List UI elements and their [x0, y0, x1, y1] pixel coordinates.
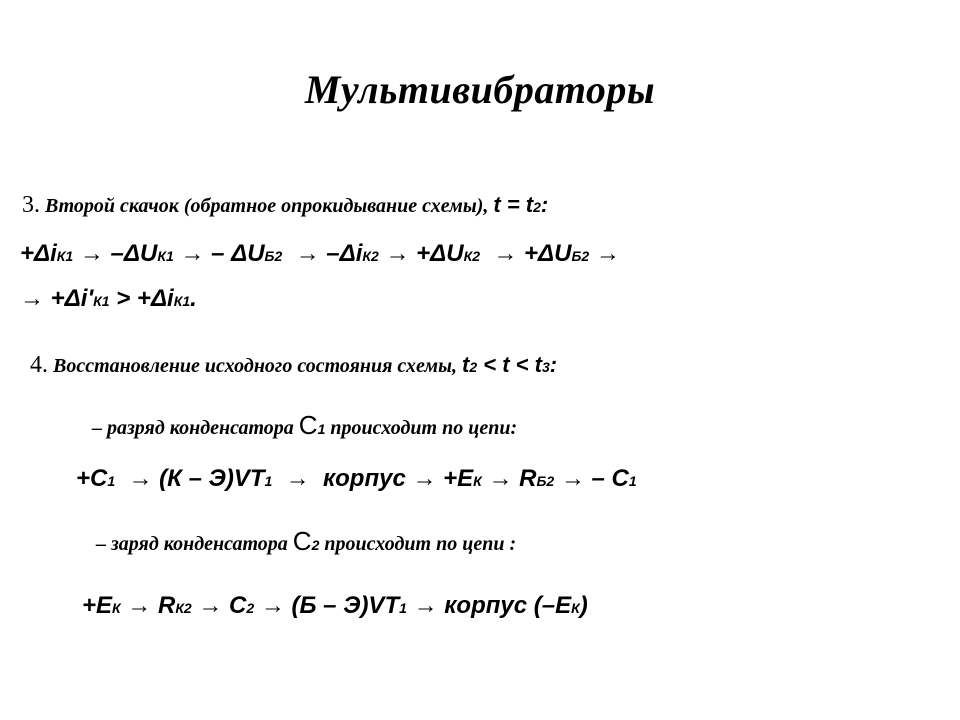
- discharge-cap-sub: 1: [317, 421, 326, 437]
- discharge-suffix: происходит по цепи:: [325, 417, 518, 439]
- chain-line-3: [76, 465, 637, 493]
- step3-number: 3.: [22, 192, 40, 218]
- step3-heading: [22, 192, 548, 219]
- chain-subscript: К1: [93, 293, 110, 309]
- chain-term: → R: [481, 465, 537, 492]
- chain-term: → C: [191, 592, 247, 619]
- chain-subscript: К2: [463, 248, 480, 264]
- charge-heading: [96, 526, 516, 557]
- chain-term: +C: [76, 465, 108, 492]
- chain-subscript: Б2: [571, 248, 590, 264]
- chain-term: → +ΔU: [480, 240, 572, 267]
- chain-subscript: 1: [107, 473, 116, 489]
- chain-subscript: 1: [264, 473, 273, 489]
- step4-text: Восстановление исходного состояния схемы,: [48, 355, 463, 377]
- chain-term: .: [190, 285, 197, 312]
- chain-term: ): [579, 592, 588, 619]
- chain-subscript: Б2: [536, 473, 555, 489]
- step4-colon: :: [549, 352, 558, 377]
- chain-term: → R: [120, 592, 176, 619]
- chain-term: → корпус → +E: [272, 465, 474, 492]
- discharge-prefix: – разряд конденсатора: [92, 417, 299, 439]
- step4-time-mid: < t < t: [477, 352, 542, 377]
- chain-term: → – C: [554, 465, 629, 492]
- chain-term: → –Δi: [282, 240, 363, 267]
- step3-time: t = t: [493, 192, 534, 217]
- discharge-cap: C: [298, 410, 318, 440]
- step3-time-sub: 2: [533, 199, 541, 215]
- step4-time-a: t: [462, 352, 470, 377]
- chain-subscript: К2: [175, 600, 192, 616]
- chain-term: → корпус (–E: [406, 592, 572, 619]
- chain-subscript: К2: [362, 248, 379, 264]
- chain-line-4: [82, 592, 588, 620]
- chain-term: → (К – Э)VT: [115, 465, 265, 492]
- chain-subscript: К1: [173, 293, 191, 309]
- step3-text: Второй скачок (обратное опрокидывание схемы),: [40, 195, 494, 217]
- chain-term: > +Δi: [109, 285, 174, 312]
- step4-number: 4.: [30, 352, 48, 378]
- chain-line-1: [20, 240, 620, 268]
- chain-term: →: [589, 240, 620, 267]
- chain-subscript: К1: [157, 248, 174, 264]
- chain-subscript: К: [112, 600, 121, 616]
- chain-term: +E: [82, 592, 113, 619]
- chain-term: → – ΔU: [173, 240, 265, 267]
- chain-term: → –ΔU: [73, 240, 158, 267]
- chain-subscript: 2: [246, 600, 255, 616]
- charge-suffix: происходит по цепи :: [319, 533, 517, 555]
- chain-term: → +ΔU: [378, 240, 464, 267]
- chain-subscript: Б2: [264, 248, 283, 264]
- charge-cap-sub: 2: [311, 537, 320, 553]
- charge-cap: C: [292, 526, 312, 556]
- step4-time-a-sub: 2: [469, 359, 478, 375]
- chain-subscript: К: [571, 600, 580, 616]
- chain-line-2: [20, 285, 197, 313]
- chain-subscript: 1: [399, 600, 407, 616]
- chain-term: → (Б – Э)VT: [254, 592, 400, 619]
- chain-subscript: К: [473, 473, 482, 489]
- slide-title: Мультивибраторы: [304, 67, 656, 112]
- chain-subscript: К1: [56, 248, 74, 264]
- chain-term: +Δi: [20, 240, 57, 267]
- chain-term: → +Δi': [20, 285, 94, 312]
- discharge-heading: [92, 410, 517, 441]
- step4-time-b-sub: 3: [541, 359, 550, 375]
- step4-heading: [30, 352, 557, 379]
- chain-subscript: 1: [628, 473, 637, 489]
- charge-prefix: – заряд конденсатора: [96, 533, 293, 555]
- step3-colon: :: [540, 192, 549, 217]
